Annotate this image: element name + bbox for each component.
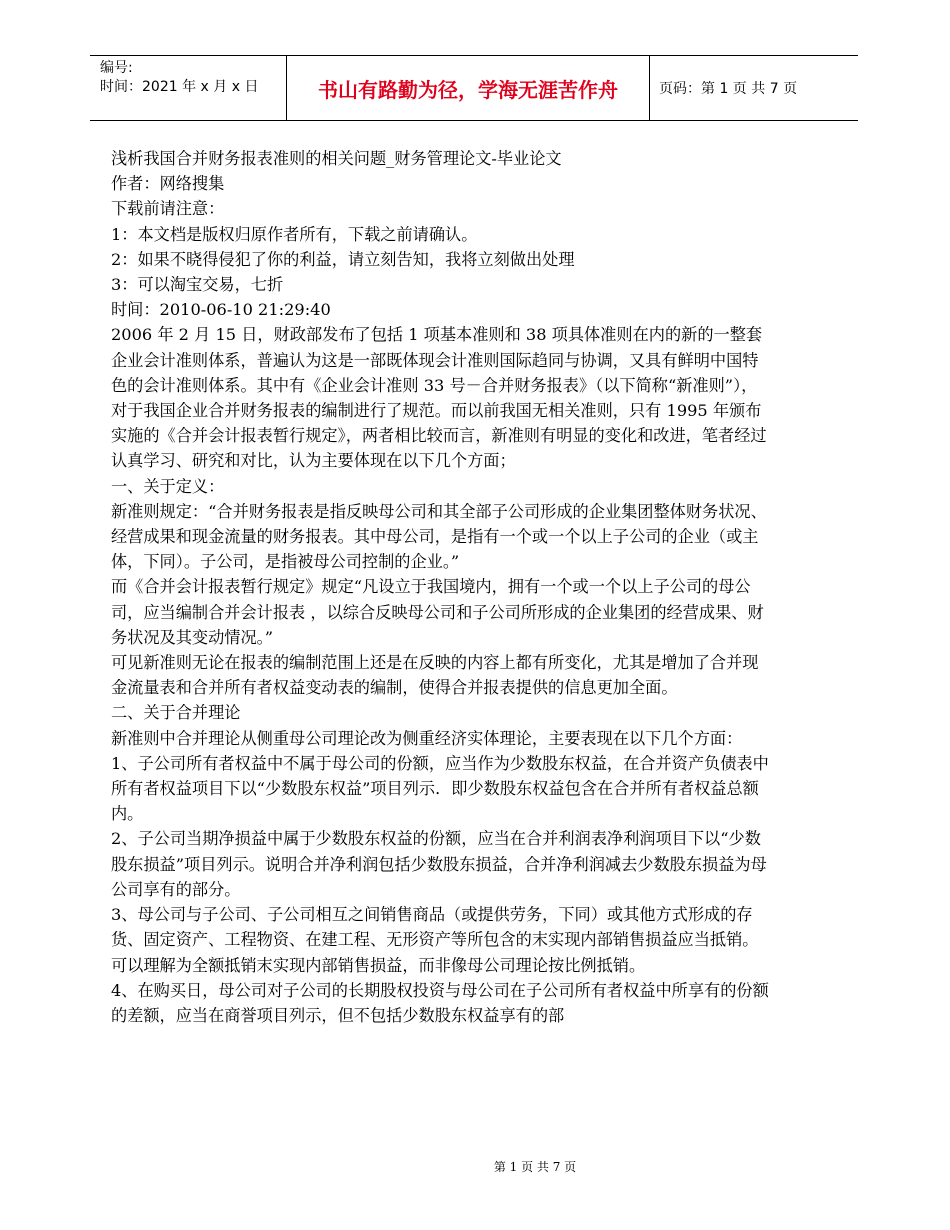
header-motto: 书山有路勤为径，学海无涯苦作舟	[286, 56, 650, 120]
document-number-label: 编号:	[100, 60, 133, 76]
document-body	[111, 146, 771, 1028]
intro-paragraph: 2006 年 2 月 15 日，财政部发布了包括 1 项基本准则和 38 项具体准则在内的新的一整套企业会计准则体系，普遍认为这是一部既体现会计准则国际趋同与协调，又具有鲜明中国特色的会计准则体系。其中有《企业会计准则 33 号－合并财务报表》（以下简称“新准则”），对于我国企业合并财务报表的编制进行了规范。而以前我国无相关准则，只有 1995 年颁布实施的《合并会计报表暂行规定》，两者相比较而言，新准则有明显的变化和改进，笔者经过认真学习、研究和对比，认为主要体现在以下几个方面；	[111, 325, 767, 471]
list-item: 4、在购买日，母公司对子公司的长期股权投资与母公司在子公司所有者权益中所享有的份额的差额，应当在商誉项目列示，但不包括少数股东权益享有的部	[111, 980, 769, 1025]
header-page-info: 页码：第 1 页 共 7 页	[659, 81, 798, 97]
list-item: 2、子公司当期净损益中属于少数股东权益的份额，应当在合并利润表净利润项目下以“少数股东损益”项目列示。说明合并净利润包括少数股东损益，合并净利润减去少数股东损益为母公司享有的部分。	[111, 829, 767, 899]
header-meta	[90, 56, 286, 120]
notice-item: 2：如果不晓得侵犯了你的利益，请立刻告知，我将立刻做出处理	[111, 249, 575, 269]
notice-item: 1：本文档是版权归原作者所有，下载之前请确认。	[111, 224, 478, 244]
paragraph: 新准则中合并理论从侧重母公司理论改为侧重经济实体理论，主要表现在以下几个方面：	[111, 728, 743, 748]
document-time-label: 时间：2021 年 x 月 x 日	[100, 79, 259, 95]
section-heading: 二、关于合并理论	[111, 703, 241, 723]
paragraph: 而《合并会计报表暂行规定》规定“凡设立于我国境内，拥有一个或一个以上子公司的母公司，应当编制合并会计报表 ，以综合反映母公司和子公司所形成的企业集团的经营成果、财务状况及其变动情况。”	[111, 577, 764, 647]
section-heading: 一、关于定义：	[111, 476, 225, 496]
page-header	[90, 55, 858, 121]
list-item: 3、母公司与子公司、子公司相互之间销售商品（或提供劳务，下同）或其他方式形成的存货、固定资产、工程物资、在建工程、无形资产等所包含的末实现内部销售损益应当抵销。可以理解为全额抵销末实现内部销售损益，而非像母公司理论按比例抵销。	[111, 905, 759, 975]
notice-item: 3：可以淘宝交易，七折	[111, 275, 284, 295]
publish-time: 时间：2010-06-10 21:29:40	[111, 300, 331, 320]
list-item: 1、子公司所有者权益中不属于母公司的份额，应当作为少数股东权益，在合并资产负债表中所有者权益项目下以“少数股东权益”项目列示．即少数股东权益包含在合并所有者权益总额内。	[111, 753, 769, 824]
document-author: 作者：网络搜集	[111, 174, 225, 194]
notice-heading: 下载前请注意：	[111, 199, 225, 219]
page-footer: 第 1 页 共 7 页	[493, 1160, 577, 1174]
paragraph: 可见新准则无论在报表的编制范围上还是在反映的内容上都有所变化，尤其是增加了合并现金流量表和合并所有者权益变动表的编制，使得合并报表提供的信息更加全面。	[111, 653, 759, 698]
paragraph: 新准则规定：“合并财务报表是指反映母公司和其全部子公司形成的企业集团整体财务状况、经营成果和现金流量的财务报表。其中母公司，是指有一个或一个以上子公司的企业（或主体，下同）。子公司，是指被母公司控制的企业。”	[111, 501, 767, 572]
document-title: 浅析我国合并财务报表准则的相关问题_财务管理论文-毕业论文	[111, 149, 562, 168]
